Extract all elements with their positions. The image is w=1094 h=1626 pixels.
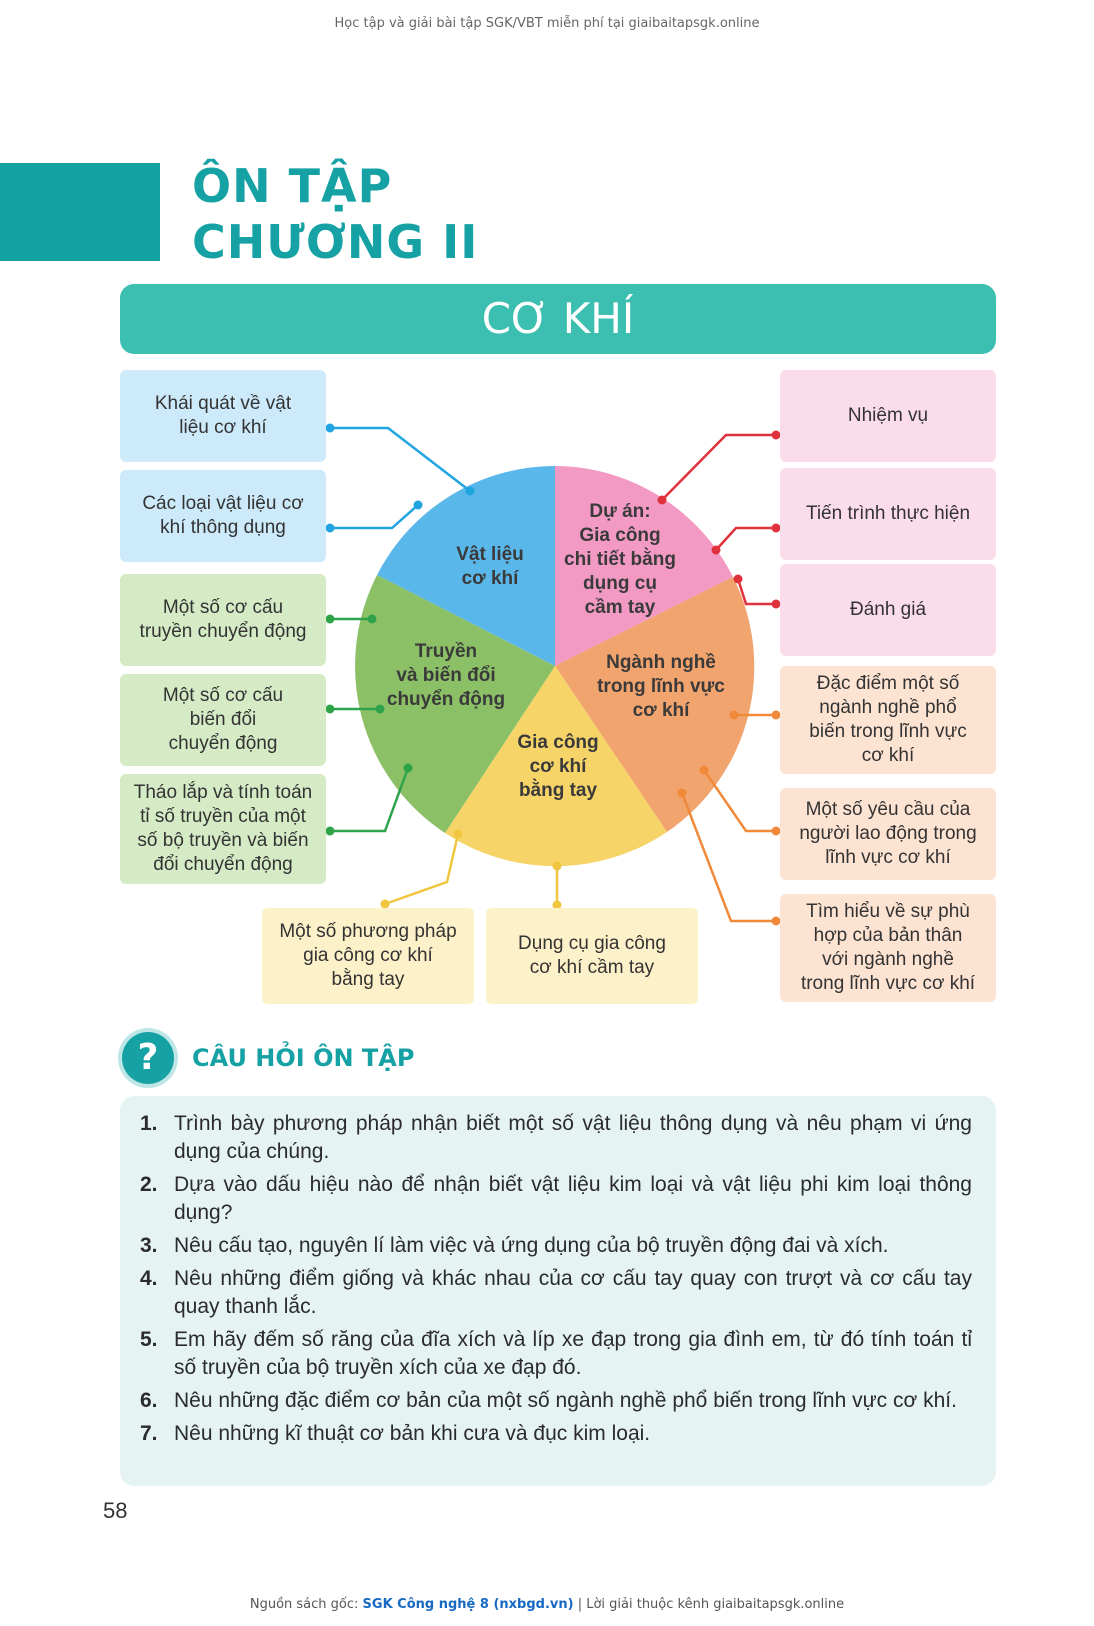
question-icon: ? [122,1032,174,1084]
chapter-title-line1: ÔN TẬP [192,159,393,213]
connector-right-2 [716,528,776,550]
question-text: Nêu cấu tạo, nguyên lí làm việc và ứng dụng của bộ truyền động đai và xích. [174,1234,889,1257]
box-progress: Tiến trình thực hiện [780,468,996,560]
source-footer [0,1597,1094,1612]
page-number: 58 [103,1498,128,1523]
segment-label-careers: Ngành nghề trong lĩnh vực cơ khí [597,652,725,721]
footer-prefix: Nguồn sách gốc: [249,1597,363,1612]
question-number: 2. [140,1173,158,1196]
question-item [140,1326,972,1382]
box-machining-methods: Một số phương pháp gia công cơ khí bằng tay [262,908,474,1004]
box-hand-tools: Dụng cụ gia công cơ khí cầm tay [486,908,698,1004]
connector-left-2 [330,505,418,528]
question-item [140,1171,972,1227]
question-text: Nêu những điểm giống và khác nhau của cơ cấu tay quay con trượt và cơ cấu tay quay thanh lắc. [174,1267,972,1318]
review-questions-panel [120,1096,996,1486]
connector-right-3 [738,579,776,604]
question-item [140,1110,972,1166]
review-heading: CÂU HỎI ÔN TẬP [192,1044,415,1072]
box-evaluation: Đánh giá [780,564,996,656]
question-text: Nêu những đặc điểm cơ bản của một số ngành nghề phổ biến trong lĩnh vực cơ khí. [174,1389,957,1412]
box-transmission-mechanisms: Một số cơ cấu truyền chuyển động [120,574,326,666]
chapter-title-line2: CHƯƠNG II [192,215,479,269]
box-assembly-ratio: Tháo lắp và tính toán tỉ số truyền của một số bộ truyền và biến đổi chuyển động [120,774,326,884]
footer-book-link[interactable]: SGK Công nghệ 8 (nxbgd.vn) [362,1597,574,1612]
footer-suffix: | Lời giải thuộc kênh giaibaitapsgk.online [573,1597,845,1612]
question-number: 5. [140,1328,158,1351]
question-item [140,1232,972,1260]
connector-bottom-1 [385,834,458,904]
box-conversion-mechanisms: Một số cơ cấu biến đổi chuyển động [120,674,326,766]
connector-left-1 [330,428,470,491]
question-number: 3. [140,1234,158,1257]
box-common-materials: Các loại vật liệu cơ khí thông dụng [120,470,326,562]
segment-label-materials: Vật liệu cơ khí [456,544,524,589]
question-number: 6. [140,1389,158,1412]
question-item [140,1387,972,1415]
box-career-fit: Tìm hiểu về sự phù hợp của bản thân với ngành nghề trong lĩnh vực cơ khí [780,894,996,1002]
question-number: 4. [140,1267,158,1290]
question-text: Trình bày phương pháp nhận biết một số vật liệu thông dụng và nêu phạm vi ứng dụng của chúng. [174,1112,972,1163]
question-number: 7. [140,1422,158,1445]
question-list [120,1096,996,1448]
question-item [140,1420,972,1448]
segment-label-manual-machining: Gia công cơ khí bằng tay [517,732,599,801]
question-text: Nêu những kĩ thuật cơ bản khi cưa và đục kim loại. [174,1422,651,1445]
segment-label-motion: Truyền và biến đổi chuyển động [386,641,506,710]
question-item [140,1265,972,1321]
box-worker-requirements: Một số yêu cầu của người lao động trong lĩnh vực cơ khí [780,788,996,880]
box-tasks: Nhiệm vụ [780,370,996,462]
topic-banner: CƠ KHÍ [120,284,996,354]
connector-right-6 [682,793,776,921]
connector-right-1 [662,435,776,500]
question-number: 1. [140,1112,158,1135]
question-text: Dựa vào dấu hiệu nào để nhận biết vật liệu kim loại và vật liệu phi kim loại thông dụng? [174,1173,972,1224]
source-header: Học tập và giải bài tập SGK/VBT miễn phí tại giaibaitapsgk.online [334,16,760,31]
question-text: Em hãy đếm số răng của đĩa xích và líp xe đạp trong gia đình em, từ đó tính toán tỉ số truyền của bộ truyền xích của xe đạp đó. [174,1328,972,1379]
segment-label-project: Dự án: Gia công chi tiết bằng dụng cụ cầm tay [564,501,676,618]
box-career-features: Đặc điểm một số ngành nghề phổ biến trong lĩnh vực cơ khí [780,666,996,774]
box-material-overview: Khái quát về vật liệu cơ khí [120,370,326,462]
